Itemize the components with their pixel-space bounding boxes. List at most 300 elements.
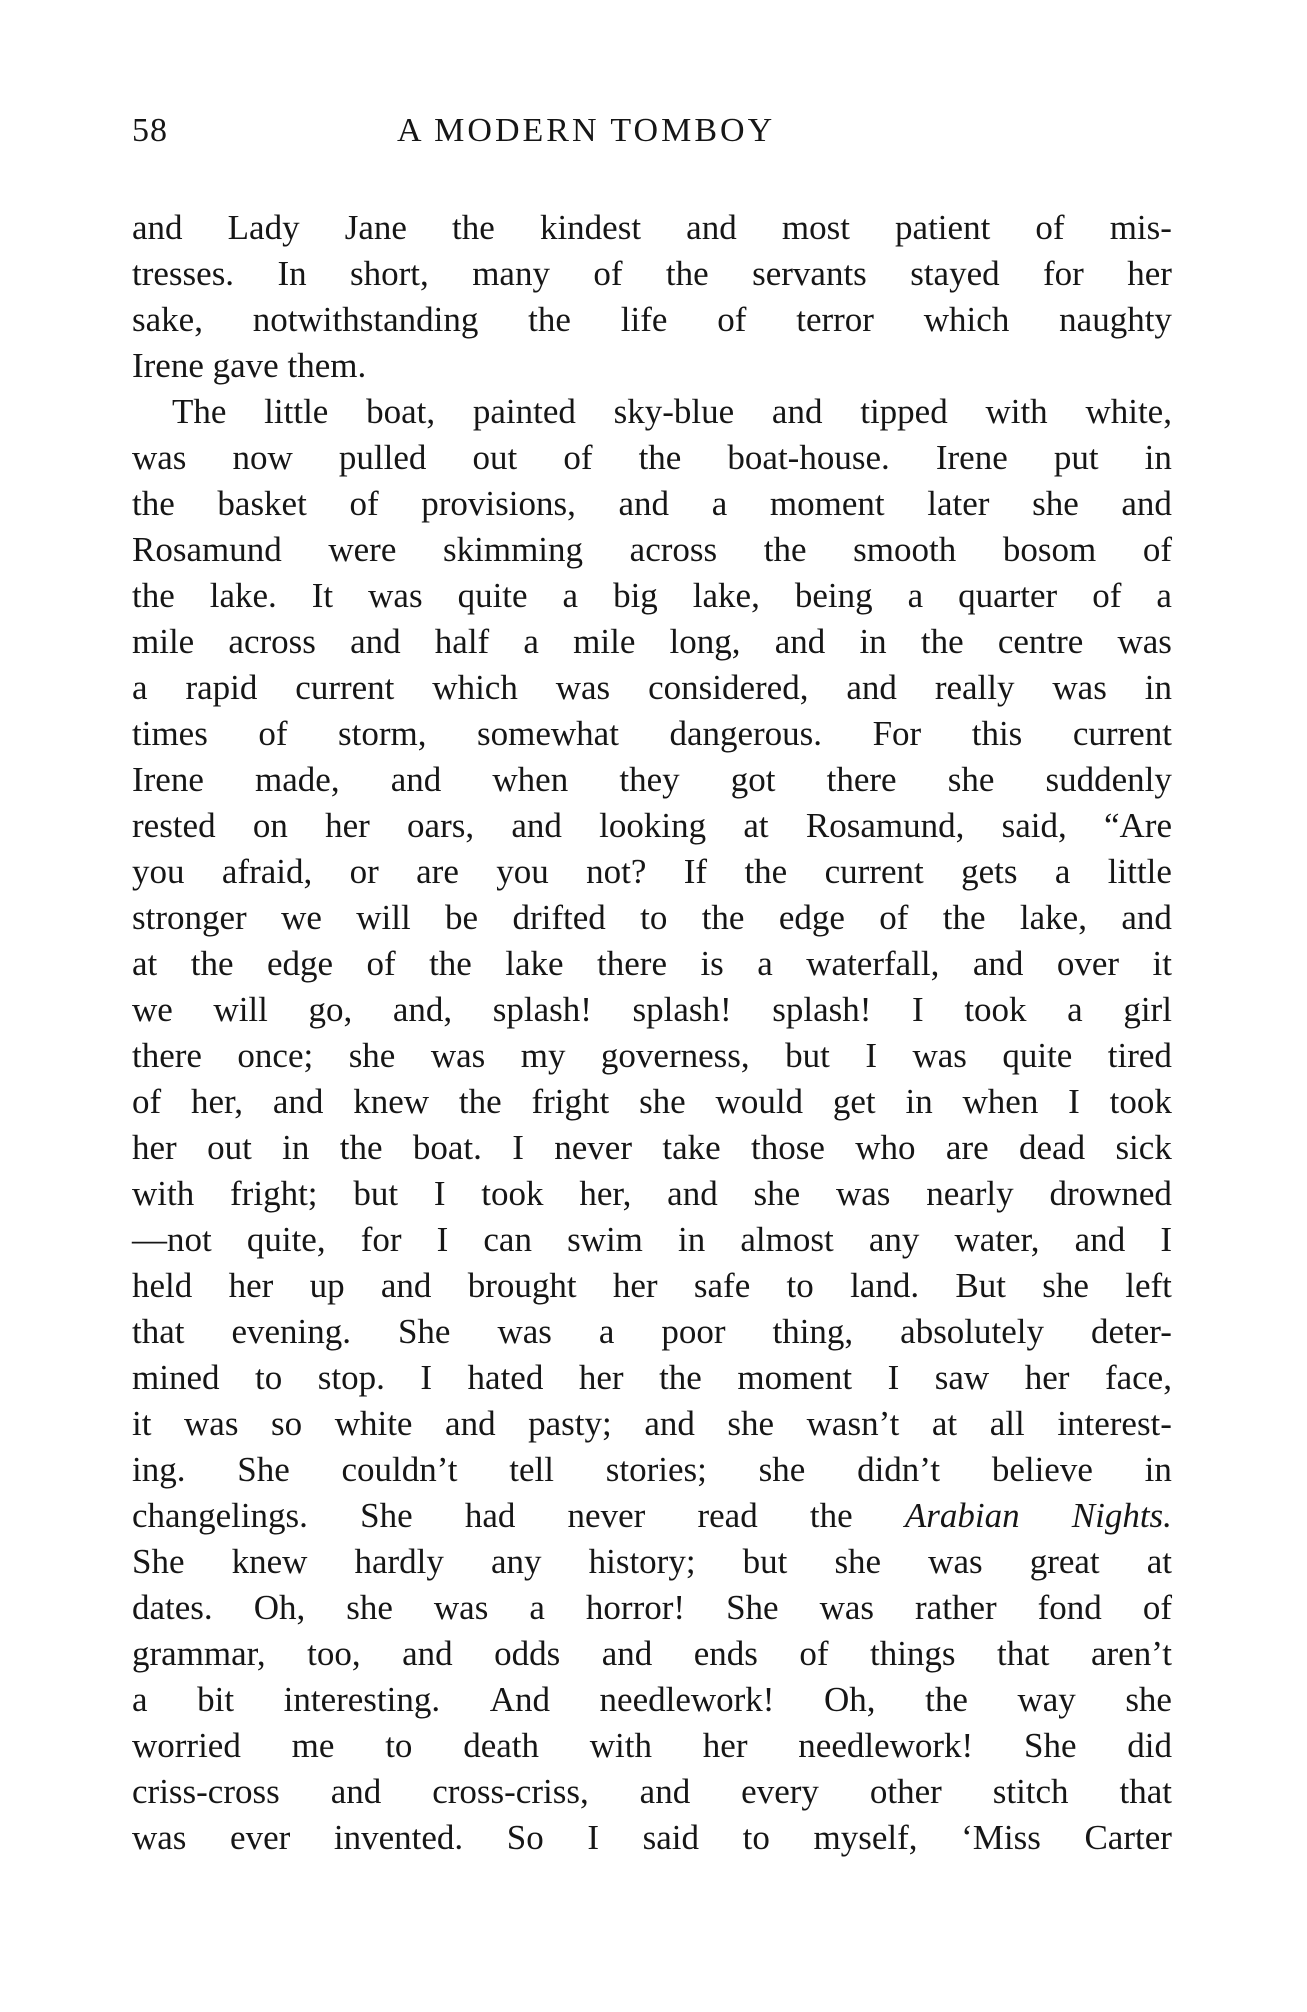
word: we — [281, 898, 322, 937]
word: of — [366, 944, 396, 983]
word: she — [1042, 1266, 1089, 1305]
word: sick — [1115, 1128, 1172, 1167]
word: moment — [769, 484, 885, 523]
word: she — [727, 1404, 775, 1443]
word: drifted — [512, 898, 606, 937]
word: She — [132, 1542, 185, 1581]
word: She — [360, 1496, 413, 1535]
word: I — [436, 1220, 449, 1259]
word: mined — [132, 1358, 220, 1397]
word: across — [228, 622, 316, 661]
word: In — [277, 254, 307, 293]
text-line — [132, 1769, 1172, 1815]
word: face, — [1104, 1358, 1172, 1397]
body-text — [132, 205, 1172, 1861]
word: who — [855, 1128, 916, 1167]
word: she — [1032, 484, 1079, 523]
text-line — [132, 711, 1172, 757]
word: splash! — [772, 990, 872, 1029]
word: get — [832, 1082, 876, 1121]
word: sky-blue — [613, 392, 735, 431]
word: a — [529, 1588, 545, 1627]
word: and — [445, 1404, 496, 1443]
word: a — [711, 484, 728, 523]
word: took — [481, 1174, 544, 1213]
word: her — [325, 806, 370, 845]
word: her, — [190, 1082, 244, 1121]
word: was — [368, 576, 423, 615]
word: current — [1072, 714, 1172, 753]
word: short, — [350, 254, 429, 293]
word: It — [311, 576, 334, 615]
text-line — [132, 665, 1172, 711]
word: considered, — [648, 668, 809, 707]
text-line — [132, 389, 1172, 435]
word: held — [132, 1266, 193, 1305]
word: gave — [212, 346, 288, 385]
word: tired — [1107, 1036, 1172, 1075]
word: She — [726, 1588, 779, 1627]
word: quite — [1002, 1036, 1073, 1075]
text-line — [132, 205, 1172, 251]
word: of — [1092, 576, 1122, 615]
word: are — [945, 1128, 989, 1167]
word: will — [213, 990, 268, 1029]
word: the — [763, 530, 807, 569]
word: deter- — [1091, 1312, 1172, 1351]
word: most — [781, 208, 850, 247]
text-line — [132, 803, 1172, 849]
word: in — [1144, 438, 1172, 477]
word: the — [809, 1496, 853, 1535]
word: a — [132, 1680, 148, 1719]
word: dead — [1019, 1128, 1086, 1167]
word: terror — [796, 300, 874, 339]
word: now — [232, 438, 293, 477]
word: at — [1146, 1542, 1172, 1581]
word: Carter — [1084, 1818, 1172, 1857]
word: the — [452, 208, 495, 247]
word: I — [887, 1358, 900, 1397]
word: her — [702, 1726, 748, 1765]
word: evening. — [231, 1312, 351, 1351]
page-number: 58 — [132, 112, 168, 149]
word: and — [667, 1174, 718, 1213]
word: the — [744, 852, 788, 891]
word: me — [291, 1726, 335, 1765]
text-line — [132, 619, 1172, 665]
word: was — [1117, 622, 1172, 661]
word: patient — [895, 208, 991, 247]
word: life — [620, 300, 668, 339]
word: that — [132, 1312, 185, 1351]
word: there — [826, 760, 897, 799]
word: and — [618, 484, 670, 523]
word: couldn’t — [341, 1450, 458, 1489]
word: lake. — [209, 576, 277, 615]
word: splash! — [492, 990, 592, 1029]
word: my — [520, 1036, 566, 1075]
text-line — [132, 1493, 1172, 1539]
word: she — [834, 1542, 882, 1581]
text-line — [132, 1585, 1172, 1631]
word: which — [432, 668, 518, 707]
word: safe — [693, 1266, 751, 1305]
text-line — [132, 1539, 1172, 1585]
text-line — [132, 941, 1172, 987]
word: or — [349, 852, 379, 891]
word: a — [1054, 852, 1071, 891]
word: little — [264, 392, 329, 431]
word: knew — [353, 1082, 430, 1121]
word: and — [132, 208, 183, 247]
word: “Are — [1103, 806, 1172, 845]
word: governess, — [600, 1036, 750, 1075]
word: can — [483, 1220, 532, 1259]
word: in — [859, 622, 887, 661]
word: to — [640, 898, 668, 937]
word: afraid, — [221, 852, 313, 891]
word: made, — [255, 760, 340, 799]
word: a — [1067, 990, 1083, 1029]
word: in — [1144, 668, 1172, 707]
word: she — [639, 1082, 686, 1121]
word: at — [743, 806, 769, 845]
word: read — [697, 1496, 758, 1535]
word: stories; — [605, 1450, 707, 1489]
word: interesting. — [283, 1680, 441, 1719]
word: Oh, — [253, 1588, 306, 1627]
word: rapid — [185, 668, 258, 707]
text-line — [132, 481, 1172, 527]
word: you — [132, 852, 185, 891]
word: and — [1121, 484, 1172, 523]
word: storm, — [338, 714, 427, 753]
word: and — [686, 208, 737, 247]
word: take — [662, 1128, 721, 1167]
word: for — [1043, 254, 1084, 293]
word: there — [597, 944, 667, 983]
text-line — [132, 757, 1172, 803]
word: Irene — [132, 760, 204, 799]
text-line — [132, 849, 1172, 895]
word: I — [1160, 1220, 1172, 1259]
word: in — [905, 1082, 933, 1121]
word: which — [923, 300, 1010, 339]
word: she — [346, 1588, 393, 1627]
word: and — [1074, 1220, 1126, 1259]
word: of — [349, 484, 379, 523]
word: was — [132, 1818, 187, 1857]
word: servants — [752, 254, 867, 293]
word: when — [492, 760, 569, 799]
word: poor — [661, 1312, 726, 1351]
word: a — [757, 944, 773, 983]
word: worried — [132, 1726, 241, 1765]
word: rested — [132, 806, 216, 845]
word: somewhat — [477, 714, 619, 753]
word: to — [255, 1358, 283, 1397]
text-line — [132, 987, 1172, 1033]
word: She — [1023, 1726, 1077, 1765]
word: the — [638, 438, 682, 477]
word: pulled — [338, 438, 427, 477]
word: I — [420, 1358, 433, 1397]
word: in — [1144, 1450, 1172, 1489]
word: Lady — [227, 208, 300, 247]
word: a — [132, 668, 148, 707]
word: got — [730, 760, 776, 799]
word: of — [799, 1634, 829, 1673]
word: the — [190, 944, 234, 983]
word: current — [824, 852, 924, 891]
word: quite — [457, 576, 528, 615]
word: tipped — [860, 392, 948, 431]
word: nearly — [926, 1174, 1014, 1213]
word: to — [742, 1818, 770, 1857]
word: but — [353, 1174, 399, 1213]
word: odds — [494, 1634, 561, 1673]
word: out — [207, 1128, 252, 1167]
word: I — [912, 990, 924, 1029]
word: the — [132, 576, 175, 615]
word: and — [601, 1634, 653, 1673]
word: saw — [934, 1358, 990, 1397]
word: of — [593, 254, 623, 293]
word: suddenly — [1045, 760, 1172, 799]
word: horror! — [585, 1588, 686, 1627]
word: boat-house. — [727, 438, 890, 477]
text-line — [132, 1631, 1172, 1677]
word: grammar, — [132, 1634, 266, 1673]
word: other — [869, 1772, 942, 1811]
word: you — [496, 852, 549, 891]
text-line — [132, 297, 1172, 343]
word: when — [962, 1082, 1039, 1121]
word: splash! — [632, 990, 732, 1029]
word: that — [997, 1634, 1050, 1673]
text-line — [132, 1033, 1172, 1079]
word: a — [562, 576, 579, 615]
text-line — [132, 1815, 1172, 1861]
word: Oh, — [824, 1680, 876, 1719]
word: edge — [778, 898, 845, 937]
word: she — [348, 1036, 396, 1075]
word: mis- — [1109, 208, 1172, 247]
word: ‘Miss — [961, 1818, 1041, 1857]
word: fond — [1037, 1588, 1102, 1627]
text-line — [132, 251, 1172, 297]
word: land. — [850, 1266, 920, 1305]
word: dangerous. — [669, 714, 823, 753]
word: death — [463, 1726, 539, 1765]
word: on — [252, 806, 288, 845]
word: so — [271, 1404, 303, 1443]
word: up — [309, 1266, 345, 1305]
word: history; — [588, 1542, 696, 1581]
word: of — [1142, 530, 1172, 569]
word: the — [458, 1082, 502, 1121]
word: current — [295, 668, 395, 707]
word: we — [132, 990, 173, 1029]
italic-word: Arabian — [904, 1496, 1020, 1535]
word: at — [132, 944, 158, 983]
word: almost — [740, 1220, 834, 1259]
word: said, — [1001, 806, 1067, 845]
word: and — [390, 760, 442, 799]
word: Rosamund — [132, 530, 282, 569]
word: across — [629, 530, 718, 569]
word: Jane — [344, 208, 407, 247]
word: stop. — [317, 1358, 385, 1397]
word: the — [528, 300, 571, 339]
word: The — [172, 392, 227, 431]
word: will — [356, 898, 411, 937]
word: mile — [573, 622, 636, 661]
text-line — [132, 1217, 1172, 1263]
word: of — [563, 438, 593, 477]
word: fright; — [230, 1174, 318, 1213]
word: she — [1125, 1680, 1172, 1719]
word: I — [587, 1818, 600, 1857]
word: every — [741, 1772, 819, 1811]
text-line — [132, 1171, 1172, 1217]
text-line — [132, 1401, 1172, 1447]
word: and — [380, 1266, 432, 1305]
word: mile — [132, 622, 195, 661]
word: but — [785, 1036, 830, 1075]
word: they — [619, 760, 680, 799]
word: her — [228, 1266, 274, 1305]
text-line — [132, 1447, 1172, 1493]
text-line — [132, 895, 1172, 941]
word: interest- — [1057, 1404, 1172, 1443]
word: tell — [509, 1450, 555, 1489]
word: was — [819, 1588, 875, 1627]
word: lake, — [692, 576, 760, 615]
word: never — [567, 1496, 646, 1535]
word: lake — [505, 944, 564, 983]
word: fright — [531, 1082, 610, 1121]
word: moment — [737, 1358, 853, 1397]
word: looking — [599, 806, 707, 845]
word: painted — [472, 392, 576, 431]
word: thing, — [772, 1312, 854, 1351]
word: of — [1035, 208, 1065, 247]
word: is — [700, 944, 724, 983]
word: great — [1029, 1542, 1100, 1581]
word: the — [429, 944, 472, 983]
word: the — [925, 1680, 968, 1719]
word: the — [659, 1358, 702, 1397]
word: and — [402, 1634, 453, 1673]
word: and — [771, 392, 823, 431]
text-line — [132, 1355, 1172, 1401]
word: are — [416, 852, 459, 891]
word: tresses. — [132, 254, 235, 293]
word: to — [786, 1266, 814, 1305]
word: boat, — [366, 392, 436, 431]
word: with — [985, 392, 1048, 431]
word: was — [555, 668, 611, 707]
word: and — [350, 622, 401, 661]
word: gets — [961, 852, 1018, 891]
word: she — [947, 760, 995, 799]
word: of — [132, 1082, 162, 1121]
text-line — [132, 1125, 1172, 1171]
word: aren’t — [1090, 1634, 1172, 1673]
word: things — [869, 1634, 956, 1673]
word: —not — [132, 1220, 212, 1259]
word: were — [328, 530, 397, 569]
word: this — [971, 714, 1023, 753]
word: was — [132, 438, 187, 477]
text-line — [132, 573, 1172, 619]
word: way — [1017, 1680, 1076, 1719]
word: She — [397, 1312, 451, 1351]
word: that — [1119, 1772, 1172, 1811]
word: any — [868, 1220, 920, 1259]
word: stitch — [992, 1772, 1069, 1811]
word: smooth — [853, 530, 957, 569]
word: and — [330, 1772, 382, 1811]
word: to — [385, 1726, 413, 1765]
word: stayed — [910, 254, 1000, 293]
word: knew — [231, 1542, 308, 1581]
word: was — [835, 1174, 891, 1213]
word: kindest — [539, 208, 642, 247]
text-line — [132, 1309, 1172, 1355]
word: edge — [266, 944, 334, 983]
text-line — [132, 1723, 1172, 1769]
word: too, — [307, 1634, 361, 1673]
running-title: A MODERN TOMBOY — [397, 112, 776, 149]
word: swim — [567, 1220, 643, 1259]
word: believe — [991, 1450, 1093, 1489]
word: and — [774, 622, 826, 661]
word: cross-criss, — [432, 1772, 589, 1811]
word: And — [489, 1680, 550, 1719]
word: had — [464, 1496, 516, 1535]
word: bosom — [1002, 530, 1097, 569]
word: with — [589, 1726, 653, 1765]
word: criss-cross — [132, 1772, 280, 1811]
word: and, — [392, 990, 453, 1029]
word: her — [1024, 1358, 1070, 1397]
text-line — [132, 527, 1172, 573]
word: was — [1052, 668, 1107, 707]
word: later — [927, 484, 990, 523]
word: provisions, — [421, 484, 576, 523]
word: Rosamund, — [805, 806, 965, 845]
word: ing. — [132, 1450, 186, 1489]
word: was — [184, 1404, 239, 1443]
word: stronger — [132, 898, 247, 937]
word: all — [989, 1404, 1025, 1443]
text-line — [132, 343, 1172, 389]
word: quite, — [246, 1220, 326, 1259]
word: and — [644, 1404, 695, 1443]
word: said — [642, 1818, 700, 1857]
word: So — [506, 1818, 544, 1857]
word: long, — [669, 622, 741, 661]
word: changelings. — [132, 1496, 308, 1535]
word: the — [339, 1128, 383, 1167]
text-line — [132, 1079, 1172, 1125]
word: never — [554, 1128, 632, 1167]
word: of — [258, 714, 288, 753]
word: I — [865, 1036, 877, 1075]
